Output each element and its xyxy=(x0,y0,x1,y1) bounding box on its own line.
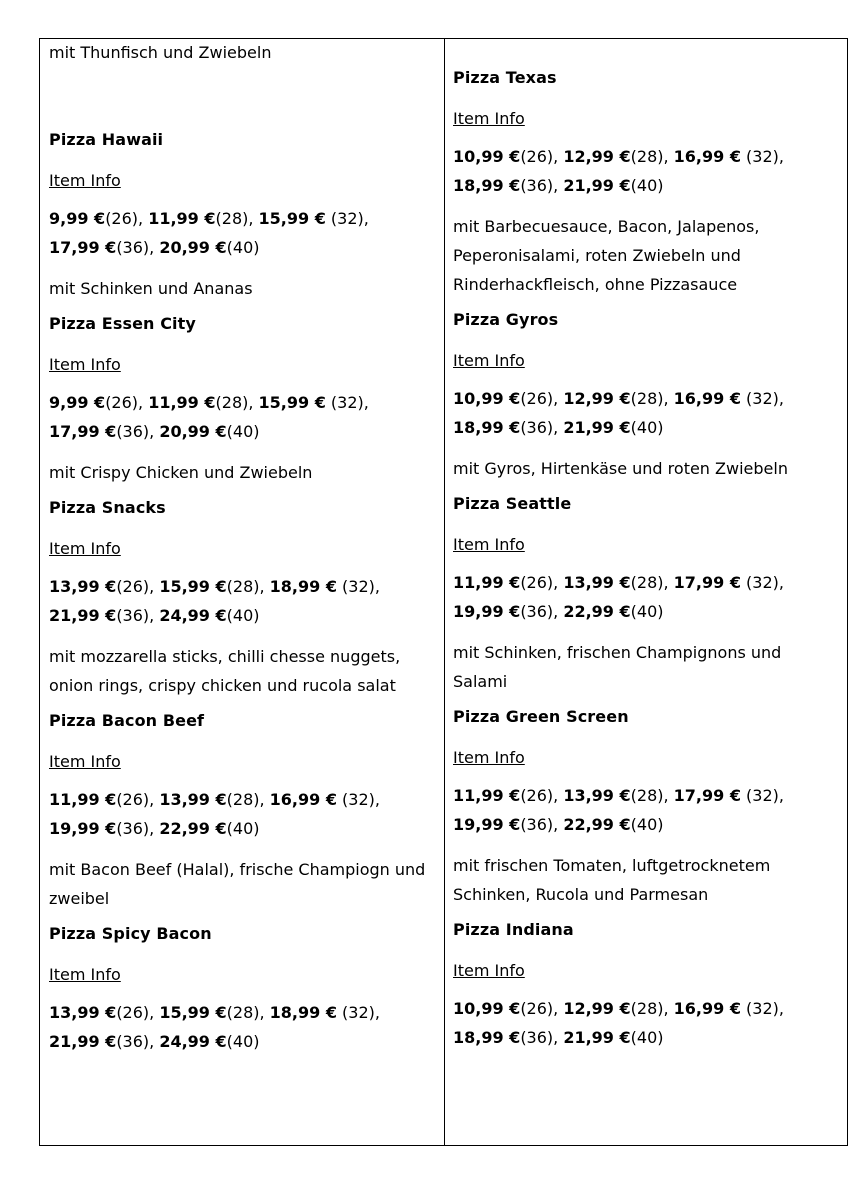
price-value: 18,99 € xyxy=(453,418,521,437)
price-size: (40) xyxy=(630,602,664,621)
price-size: (32) xyxy=(740,786,779,805)
price-separator: , xyxy=(259,1003,270,1022)
price-value: 24,99 € xyxy=(159,1032,227,1051)
price-size: (28) xyxy=(630,573,664,592)
price-size: (26) xyxy=(105,209,139,228)
price-size: (28) xyxy=(226,577,260,596)
item-name: Pizza Essen City xyxy=(49,314,196,333)
price-size: (40) xyxy=(630,1028,664,1047)
price-separator: , xyxy=(149,1032,160,1051)
price-value: 13,99 € xyxy=(563,573,631,592)
item-info-link[interactable]: Item Info xyxy=(453,351,525,370)
menu-item xyxy=(49,924,436,1056)
price-value: 16,99 € xyxy=(673,389,741,408)
price-separator: , xyxy=(363,393,369,412)
price-separator: , xyxy=(248,393,259,412)
item-description: mit frischen Tomaten, luftgetrocknetem Schinken, Rucola und Parmesan xyxy=(453,856,771,904)
item-info-link[interactable]: Item Info xyxy=(453,109,525,128)
item-info-row xyxy=(453,961,839,994)
price-separator: , xyxy=(553,147,564,166)
price-value: 15,99 € xyxy=(258,209,326,228)
price-value: 9,99 € xyxy=(49,393,106,412)
price-size: (28) xyxy=(215,209,249,228)
item-description: mit Gyros, Hirtenkäse und roten Zwiebeln xyxy=(453,459,788,478)
price-value: 18,99 € xyxy=(453,1028,521,1047)
price-size: (26) xyxy=(520,573,554,592)
price-size: (32) xyxy=(325,209,364,228)
price-size: (40) xyxy=(226,819,260,838)
price-size: (40) xyxy=(226,1032,260,1051)
item-name: Pizza Snacks xyxy=(49,498,166,517)
price-value: 16,99 € xyxy=(673,147,741,166)
price-value: 19,99 € xyxy=(453,602,521,621)
price-separator: , xyxy=(149,790,160,809)
price-separator: , xyxy=(553,602,564,621)
item-info-row xyxy=(49,539,436,572)
price-separator: , xyxy=(553,418,564,437)
price-size: (40) xyxy=(630,418,664,437)
price-value: 18,99 € xyxy=(269,577,337,596)
item-prices xyxy=(453,384,839,442)
price-size: (36) xyxy=(116,422,150,441)
price-size: (36) xyxy=(520,1028,554,1047)
item-prices xyxy=(49,388,436,446)
item-info-link[interactable]: Item Info xyxy=(49,539,121,558)
item-info-link[interactable]: Item Info xyxy=(453,961,525,980)
price-size: (26) xyxy=(520,389,554,408)
price-size: (28) xyxy=(630,147,664,166)
price-value: 21,99 € xyxy=(563,418,631,437)
price-separator: , xyxy=(553,389,564,408)
price-value: 15,99 € xyxy=(159,577,227,596)
price-value: 16,99 € xyxy=(269,790,337,809)
price-value: 10,99 € xyxy=(453,999,521,1018)
price-size: (40) xyxy=(226,422,260,441)
price-value: 15,99 € xyxy=(159,1003,227,1022)
price-separator: , xyxy=(374,577,380,596)
price-size: (36) xyxy=(116,1032,150,1051)
price-separator: , xyxy=(553,176,564,195)
menu-item xyxy=(453,494,839,696)
item-info-link[interactable]: Item Info xyxy=(453,748,525,767)
price-separator: , xyxy=(553,573,564,592)
price-value: 9,99 € xyxy=(49,209,106,228)
price-size: (32) xyxy=(325,393,364,412)
item-info-row xyxy=(453,535,839,568)
item-info-row xyxy=(453,351,839,384)
item-name: Pizza Bacon Beef xyxy=(49,711,205,730)
price-value: 17,99 € xyxy=(673,786,741,805)
price-value: 24,99 € xyxy=(159,606,227,625)
menu-item xyxy=(453,707,839,909)
item-name: Pizza Green Screen xyxy=(453,707,629,726)
price-size: (26) xyxy=(520,999,554,1018)
price-size: (32) xyxy=(336,1003,375,1022)
price-size: (26) xyxy=(520,786,554,805)
item-info-row xyxy=(453,748,839,781)
item-info-row xyxy=(49,355,436,388)
price-size: (36) xyxy=(116,238,150,257)
price-value: 17,99 € xyxy=(49,422,117,441)
price-value: 17,99 € xyxy=(49,238,117,257)
item-description: mit Schinken, frischen Champignons und Salami xyxy=(453,643,782,691)
price-value: 10,99 € xyxy=(453,147,521,166)
price-size: (28) xyxy=(630,786,664,805)
item-info-link[interactable]: Item Info xyxy=(49,752,121,771)
menu-item xyxy=(49,711,436,913)
menu-column-left xyxy=(40,39,445,1145)
price-separator: , xyxy=(663,573,674,592)
price-value: 12,99 € xyxy=(563,389,631,408)
price-value: 12,99 € xyxy=(563,999,631,1018)
price-separator: , xyxy=(663,389,674,408)
price-size: (28) xyxy=(215,393,249,412)
menu-item xyxy=(49,130,436,303)
item-description: mit Schinken und Ananas xyxy=(49,279,253,298)
price-value: 11,99 € xyxy=(49,790,117,809)
continued-description: mit Thunfisch und Zwiebeln xyxy=(49,43,272,62)
item-info-link[interactable]: Item Info xyxy=(49,171,121,190)
price-separator: , xyxy=(149,577,160,596)
menu-item xyxy=(453,310,839,483)
menu-item xyxy=(49,498,436,700)
price-separator: , xyxy=(259,577,270,596)
price-value: 16,99 € xyxy=(673,999,741,1018)
menu-column-right xyxy=(445,39,847,1145)
price-value: 21,99 € xyxy=(49,1032,117,1051)
price-value: 11,99 € xyxy=(453,573,521,592)
item-prices xyxy=(453,142,839,200)
price-size: (40) xyxy=(630,815,664,834)
price-separator: , xyxy=(363,209,369,228)
price-separator: , xyxy=(778,147,784,166)
price-size: (26) xyxy=(116,577,150,596)
price-separator: , xyxy=(374,790,380,809)
price-separator: , xyxy=(553,1028,564,1047)
item-prices xyxy=(49,785,436,843)
price-size: (32) xyxy=(336,577,375,596)
price-value: 19,99 € xyxy=(453,815,521,834)
price-value: 21,99 € xyxy=(49,606,117,625)
price-size: (36) xyxy=(116,819,150,838)
price-separator: , xyxy=(553,999,564,1018)
price-size: (28) xyxy=(226,1003,260,1022)
column-top-spacer xyxy=(453,39,839,68)
item-prices xyxy=(453,994,839,1052)
price-size: (32) xyxy=(740,999,779,1018)
price-size: (40) xyxy=(226,238,260,257)
price-value: 18,99 € xyxy=(453,176,521,195)
item-prices xyxy=(49,204,436,262)
price-size: (36) xyxy=(116,606,150,625)
price-separator: , xyxy=(553,786,564,805)
price-size: (32) xyxy=(740,389,779,408)
price-value: 20,99 € xyxy=(159,422,227,441)
item-name: Pizza Hawaii xyxy=(49,130,164,149)
price-separator: , xyxy=(138,209,149,228)
item-info-row xyxy=(49,171,436,204)
price-size: (40) xyxy=(630,176,664,195)
price-size: (28) xyxy=(630,999,664,1018)
item-description: mit Crispy Chicken und Zwiebeln xyxy=(49,463,313,482)
item-prices xyxy=(453,781,839,839)
price-separator: , xyxy=(138,393,149,412)
item-name: Pizza Indiana xyxy=(453,920,574,939)
menu-table xyxy=(39,38,848,1146)
price-size: (36) xyxy=(520,418,554,437)
price-size: (32) xyxy=(740,573,779,592)
price-value: 20,99 € xyxy=(159,238,227,257)
item-name: Pizza Texas xyxy=(453,68,557,87)
item-prices xyxy=(453,568,839,626)
price-value: 22,99 € xyxy=(563,815,631,834)
item-description: mit mozzarella sticks, chilli chesse nuggets, onion rings, crispy chicken und rucola salat xyxy=(49,647,401,695)
price-separator: , xyxy=(778,999,784,1018)
price-size: (40) xyxy=(226,606,260,625)
price-separator: , xyxy=(663,786,674,805)
price-value: 22,99 € xyxy=(563,602,631,621)
price-size: (36) xyxy=(520,815,554,834)
price-size: (32) xyxy=(336,790,375,809)
price-value: 21,99 € xyxy=(563,1028,631,1047)
price-value: 13,99 € xyxy=(563,786,631,805)
price-separator: , xyxy=(248,209,259,228)
price-value: 13,99 € xyxy=(49,577,117,596)
price-value: 13,99 € xyxy=(49,1003,117,1022)
price-value: 13,99 € xyxy=(159,790,227,809)
price-value: 19,99 € xyxy=(49,819,117,838)
price-size: (36) xyxy=(520,176,554,195)
price-size: (26) xyxy=(520,147,554,166)
item-description: mit Barbecuesauce, Bacon, Jalapenos, Peperonisalami, roten Zwiebeln und Rinderhackfleisch, ohne Pizzasauce xyxy=(453,217,760,294)
price-value: 17,99 € xyxy=(673,573,741,592)
price-separator: , xyxy=(778,573,784,592)
price-separator: , xyxy=(149,819,160,838)
price-separator: , xyxy=(259,790,270,809)
price-value: 11,99 € xyxy=(148,209,216,228)
price-value: 11,99 € xyxy=(453,786,521,805)
item-info-link[interactable]: Item Info xyxy=(49,965,121,984)
item-prices xyxy=(49,998,436,1056)
price-separator: , xyxy=(663,999,674,1018)
price-size: (28) xyxy=(630,389,664,408)
item-prices xyxy=(49,572,436,630)
price-separator: , xyxy=(553,815,564,834)
price-size: (32) xyxy=(740,147,779,166)
item-description: mit Bacon Beef (Halal), frische Champiogn und zweibel xyxy=(49,860,426,908)
item-info-row xyxy=(49,752,436,785)
menu-item xyxy=(453,920,839,1052)
menu-item xyxy=(49,314,436,487)
price-size: (26) xyxy=(116,1003,150,1022)
price-separator: , xyxy=(778,389,784,408)
price-separator: , xyxy=(374,1003,380,1022)
item-name: Pizza Spicy Bacon xyxy=(49,924,212,943)
price-separator: , xyxy=(149,606,160,625)
item-info-link[interactable]: Item Info xyxy=(49,355,121,374)
price-value: 22,99 € xyxy=(159,819,227,838)
price-size: (26) xyxy=(105,393,139,412)
item-name: Pizza Seattle xyxy=(453,494,572,513)
price-separator: , xyxy=(149,1003,160,1022)
price-value: 15,99 € xyxy=(258,393,326,412)
price-value: 21,99 € xyxy=(563,176,631,195)
price-separator: , xyxy=(778,786,784,805)
price-size: (36) xyxy=(520,602,554,621)
price-value: 10,99 € xyxy=(453,389,521,408)
price-size: (26) xyxy=(116,790,150,809)
price-size: (28) xyxy=(226,790,260,809)
item-info-row xyxy=(49,965,436,998)
menu-item xyxy=(453,68,839,299)
price-value: 11,99 € xyxy=(148,393,216,412)
item-name: Pizza Gyros xyxy=(453,310,559,329)
price-value: 12,99 € xyxy=(563,147,631,166)
price-separator: , xyxy=(663,147,674,166)
item-info-link[interactable]: Item Info xyxy=(453,535,525,554)
price-separator: , xyxy=(149,422,160,441)
price-separator: , xyxy=(149,238,160,257)
price-value: 18,99 € xyxy=(269,1003,337,1022)
item-info-row xyxy=(453,109,839,142)
